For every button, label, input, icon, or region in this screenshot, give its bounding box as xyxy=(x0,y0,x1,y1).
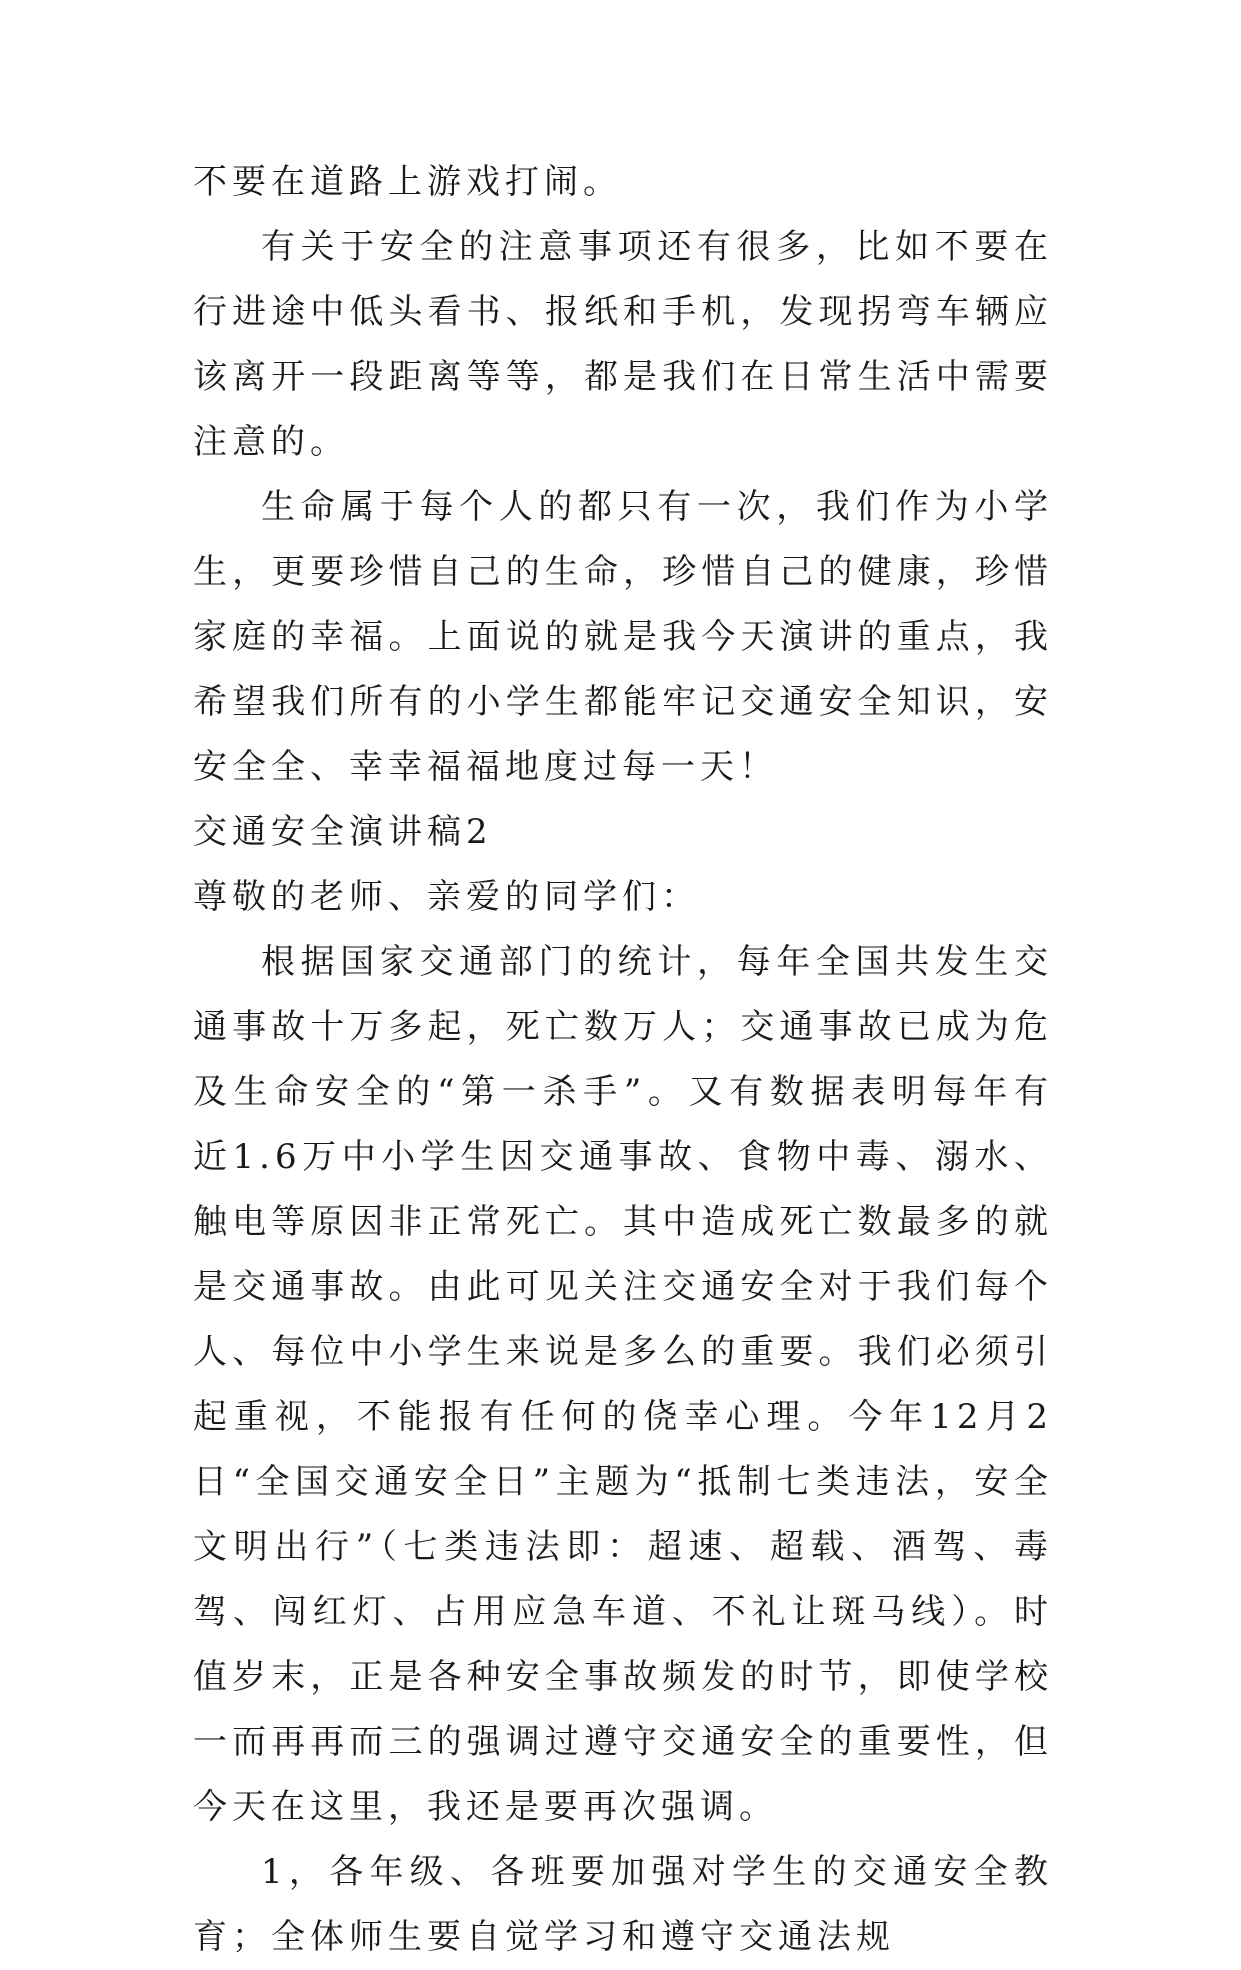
paragraph-life-value: 生命属于每个人的都只有一次，我们作为小学生，更要珍惜自己的生命，珍惜自己的健康，珍惜家庭的幸福。上面说的就是我今天演讲的重点，我希望我们所有的小学生都能牢记交通安全知识，安安全全、幸幸福福地度过每一天！ xyxy=(193,487,1053,787)
document-body xyxy=(193,150,1053,1970)
paragraph-safety-notes: 有关于安全的注意事项还有很多，比如不要在行进途中低头看书、报纸和手机，发现拐弯车辆应该离开一段距离等等，都是我们在日常生活中需要注意的。 xyxy=(193,227,1053,462)
paragraph-intro-ending: 不要在道路上游戏打闹。 xyxy=(193,162,622,202)
paragraph-item-1: 1，各年级、各班要加强对学生的交通安全教育；全体师生要自觉学习和遵守交通法规 xyxy=(193,1852,1053,1957)
paragraph-statistics: 根据国家交通部门的统计，每年全国共发生交通事故十万多起，死亡数万人；交通事故已成为危及生命安全的“第一杀手”。又有数据表明每年有近1.6万中小学生因交通事故、食物中毒、溺水、触电等原因非正常死亡。其中造成死亡数最多的就是交通事故。由此可见关注交通安全对于我们每个人、每位中小学生来说是多么的重要。我们必须引起重视，不能报有任何的侥幸心理。今年12月2日“全国交通安全日”主题为“抵制七类违法，安全文明出行”（七类违法即：超速、超载、酒驾、毒驾、闯红灯、占用应急车道、不礼让斑马线）。时值岁末，正是各种安全事故频发的时节，即使学校一而再再而三的强调过遵守交通安全的重要性，但今天在这里，我还是要再次强调。 xyxy=(193,942,1053,1827)
salutation: 尊敬的老师、亲爱的同学们： xyxy=(193,877,700,917)
section-heading: 交通安全演讲稿2 xyxy=(193,812,493,852)
